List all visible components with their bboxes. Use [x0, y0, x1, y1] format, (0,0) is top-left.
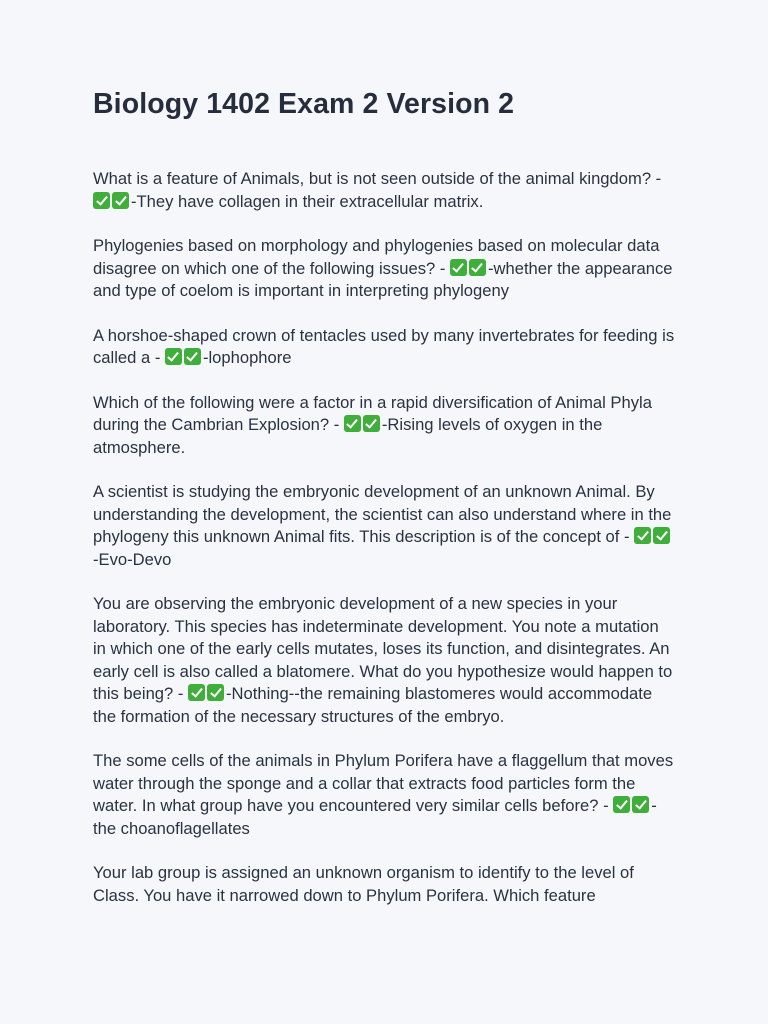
answer-text: -Rising levels of oxygen in the atmosphere. — [93, 415, 603, 457]
qa-item — [93, 325, 676, 370]
separator: - — [651, 169, 662, 188]
check-mark-icon — [165, 348, 182, 365]
separator: - — [619, 527, 635, 546]
question-text: A horshoe-shaped crown of tentacles used by many invertebrates for feeding is called a — [93, 325, 675, 367]
check-mark-icon — [450, 259, 467, 276]
separator: - — [329, 415, 344, 434]
check-mark-icon — [344, 415, 361, 432]
check-mark-icon — [93, 192, 110, 209]
qa-item — [93, 168, 676, 213]
check-mark-icon — [363, 415, 380, 432]
qa-item — [93, 481, 676, 571]
answer-text: -the choanoflagellates — [93, 796, 657, 838]
separator: - — [173, 684, 189, 703]
check-mark-icon — [634, 527, 651, 544]
separator: - — [150, 348, 165, 367]
qa-item — [93, 392, 676, 460]
qa-item — [93, 750, 676, 840]
check-mark-icon — [653, 527, 670, 544]
check-mark-icon — [188, 684, 205, 701]
answer-text: -Nothing--the remaining blastomeres would accommodate the formation of the necessary structures of the embryo. — [93, 684, 653, 726]
separator: - — [598, 796, 614, 815]
question-text: You are observing the embryonic development of a new species in your laboratory. This species has indeterminate development. You note a mutation in which one of the early cells mutates, loses its function, and disintegrates. An early cell is also called a blatomere. What do you hypothesize would happen to this being? — [93, 594, 673, 703]
answer-text: -whether the appearance and type of coelom is important in interpreting phylogeny — [93, 258, 673, 300]
question-text: Which of the following were a factor in a rapid diversification of Animal Phyla during the Cambrian Explosion? — [93, 392, 652, 434]
check-mark-icon — [184, 348, 201, 365]
check-mark-icon — [112, 192, 129, 209]
answer-text: -They have collagen in their extracellular matrix. — [131, 191, 484, 211]
question-text: The some cells of the animals in Phylum Porifera have a flaggellum that moves water through the sponge and a collar that extracts food particles form the water. In what group have you encountered very similar cells before? — [93, 751, 674, 815]
question-text: Your lab group is assigned an unknown organism to identify to the level of Class. You have it narrowed down to Phylum Porifera. Which feature — [93, 863, 634, 905]
qa-list — [93, 168, 676, 907]
separator: - — [435, 258, 450, 278]
question-text: Phylogenies based on morphology and phylogenies based on molecular data disagree on which one of the following issues? — [93, 236, 660, 278]
check-mark-icon — [613, 796, 630, 813]
qa-item — [93, 593, 676, 728]
check-mark-icon — [207, 684, 224, 701]
document-title: Biology 1402 Exam 2 Version 2 — [93, 88, 515, 120]
qa-item — [93, 862, 676, 907]
question-text: A scientist is studying the embryonic development of an unknown Animal. By understanding the development, the scientist can also understand where in the phylogeny this unknown Animal fits. This description is of the concept of — [93, 482, 672, 546]
check-mark-icon — [469, 259, 486, 276]
answer-text: -Evo-Devo — [93, 549, 172, 569]
qa-item — [93, 235, 676, 303]
question-text: What is a feature of Animals, but is not seen outside of the animal kingdom? — [93, 169, 652, 188]
check-mark-icon — [632, 796, 649, 813]
answer-text: -lophophore — [202, 348, 292, 367]
